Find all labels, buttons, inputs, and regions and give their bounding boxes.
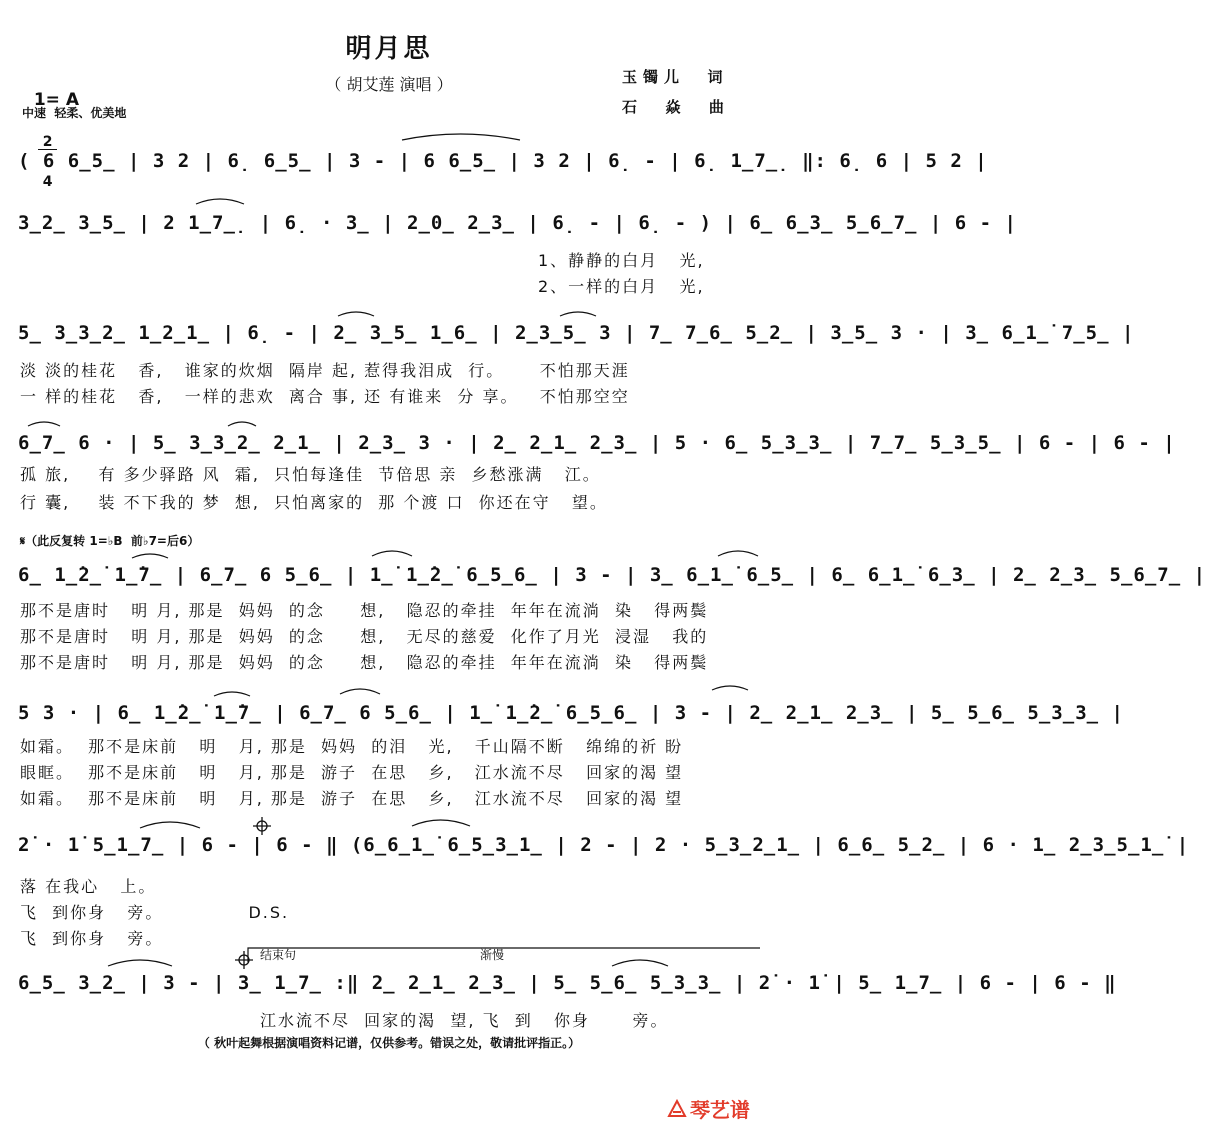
lyric-line: 行 囊, 装 不下我的 梦 想, 只怕离家的 那 个渡 口 你还在守 望。: [20, 493, 608, 512]
notation-row-7: 2̇ · 1̇ 5̲1̲7̲ | 6 - | 6 - ‖ (6̲6̲1̲̇ 6̲5̲3̲1̲ | 2 - | 2 · 5̲3̲2̲1̲ | 6̲6̲ 5̲2̲ | 6 · 1̲ 2̲3̲5̲1̲̇ |: [18, 834, 1190, 856]
lyric-line: 如霜。 那不是床前 明 月, 那是 妈妈 的泪 光, 千山隔不断 绵绵的祈 盼: [20, 737, 684, 756]
slur-mark: [28, 422, 60, 426]
slur-mark: [214, 692, 250, 696]
lyric-line: 江水流不尽 回家的渴 望, 飞 到 你身 旁。: [260, 1011, 669, 1030]
song-title: 明月思: [345, 34, 433, 64]
slow-label: 渐慢: [480, 948, 505, 962]
segno-note: 𝄋（此反复转 1=♭B 前♭7=后6）: [20, 534, 200, 548]
slur-mark: [712, 686, 748, 690]
lyric-line: 孤 旅, 有 多少驿路 风 霜, 只怕每逢佳 节倍思 亲 乡愁涨满 江。: [20, 465, 601, 484]
lyric-line: 淡 淡的桂花 香, 谁家的炊烟 隔岸 起, 惹得我泪成 行。 不怕那天涯: [20, 361, 630, 380]
ending-bracket: [248, 948, 760, 962]
lyric-line: 1、静静的白月 光,: [538, 251, 705, 270]
lyric-line: 一 样的桂花 香, 一样的悲欢 离合 事, 还 有谁来 分 享。 不怕那空空: [20, 387, 630, 406]
lyric-line: 落 在我心 上。: [20, 877, 157, 896]
notation-row-2: 3̲2̲ 3̲5̲ | 2 1̲7̲̣ | 6̣ · 3̲ | 2̲0̲ 2̲3̲ | 6̣ - | 6̣ - ) | 6̲ 6̲3̲ 5̲6̲7̲ | 6 - |: [18, 212, 1017, 234]
lyric-line: 那不是唐时 明 月, 那是 妈妈 的念 想, 无尽的慈爱 化作了月光 浸湿 我的: [20, 627, 709, 646]
notation-row-6: 5 3 · | 6̲ 1̲̇2̲̇ 1̲̇7̲ | 6̲7̲ 6 5̲6̲ | 1̲̇ 1̲̇2̲̇ 6̲5̲6̲ | 3 - | 2̲ 2̲1̲ 2̲3̲ | 5̲ 5̲6̲ 5̲3̲3̲ |: [18, 702, 1124, 724]
slur-mark: [372, 551, 412, 556]
time-signature-top: 2: [38, 136, 58, 150]
lyric-line: 2、一样的白月 光,: [538, 277, 705, 296]
slur-mark: [718, 551, 758, 556]
key-label: 1= A: [33, 90, 79, 110]
lyric-line: 眼眶。 那不是床前 明 月, 那是 游子 在思 乡, 江水流不尽 回家的渴 望: [20, 763, 684, 782]
time-signature-bottom: 4: [42, 174, 53, 190]
notation-row-5: 6̲ 1̲̇2̲̇ 1̲̇7̲ | 6̲7̲ 6 5̲6̲ | 1̲̇ 1̲̇2̲̇ 6̲5̲6̲ | 3 - | 3̲ 6̲1̲̇ 6̲5̲ | 6̲ 6̲1̲̇ 6̲3̲ | 2̲ 2̲3̲ 5̲6̲7̲ |: [18, 564, 1206, 586]
notation-row-3: 5̲ 3̲3̲2̲ 1̲2̲1̲ | 6̣ - | 2̲ 3̲5̲ 1̲6̲ | 2̲3̲5̲ 3 | 7̲ 7̲6̲ 5̲2̲ | 3̲5̲ 3 · | 3̲ 6̲1̲̇ 7̲5̲ |: [18, 322, 1135, 344]
slur-mark: [196, 199, 244, 204]
ending-label: 结束句: [260, 948, 297, 962]
tempo-marking: 中速 轻柔、优美地: [22, 106, 127, 120]
slur-mark: [140, 822, 200, 828]
notation-row-8: 6̲5̲ 3̲2̲ | 3 - | 3̲ 1̲7̲ :‖ 2̲ 2̲1̲ 2̲3̲ | 5̲ 5̲6̲ 5̲3̲3̲ | 2̇ · 1̇ | 5̲ 1̲7̲ | 6 - | 6 - ‖: [18, 972, 1117, 994]
slur-mark: [108, 960, 172, 966]
lyric-line: 飞 到你身 旁。 D.S.: [20, 903, 290, 922]
slur-mark: [612, 960, 668, 966]
lyric-line: 飞 到你身 旁。: [20, 929, 164, 948]
transcription-note: （ 秋叶起舞根据演唱资料记谱，仅供参考。错误之处，敬请批评指正。）: [197, 1036, 581, 1050]
lyricist-credit: 玉镯儿 词: [622, 68, 729, 86]
singer-credit: （ 胡艾莲 演唱 ）: [325, 75, 453, 94]
slur-mark: [338, 312, 374, 316]
lyric-line: 如霜。 那不是床前 明 月, 那是 游子 在思 乡, 江水流不尽 回家的渴 望: [20, 789, 684, 808]
lyric-line: 那不是唐时 明 月, 那是 妈妈 的念 想, 隐忍的牵挂 年年在流淌 染 得两鬓: [20, 653, 709, 672]
slur-mark: [402, 134, 520, 140]
coda-icon: [235, 817, 271, 969]
lyric-line: 那不是唐时 明 月, 那是 妈妈 的念 想, 隐忍的牵挂 年年在流淌 染 得两鬓: [20, 601, 709, 620]
composer-credit: 石 焱 曲: [622, 98, 730, 116]
logo-icon: [666, 1098, 688, 1120]
slur-mark: [340, 689, 380, 694]
notation-row-4: 6̲7̲ 6 · | 5̲ 3̲3̲2̲ 2̲1̲ | 2̲3̲ 3 · | 2̲ 2̲1̲ 2̲3̲ | 5 · 6̲ 5̲3̲3̲ | 7̲7̲ 5̲3̲5̲ | 6 - | 6 - |: [18, 432, 1176, 454]
site-logo: [652, 1070, 750, 1123]
notation-row-1: ( 6 6̲5̲ | 3 2 | 6̣ 6̲5̲ | 3 - | 6 6̲5̲ | 3 2 | 6̣ - | 6̣ 1̲7̲̣ ‖: 6̣ 6 | 5 2 |: [18, 150, 988, 172]
slur-mark: [412, 820, 470, 826]
logo-text: 琴艺谱: [689, 1098, 750, 1122]
slur-mark: [228, 422, 256, 426]
slur-mark: [132, 554, 168, 558]
slur-mark: [560, 312, 596, 316]
